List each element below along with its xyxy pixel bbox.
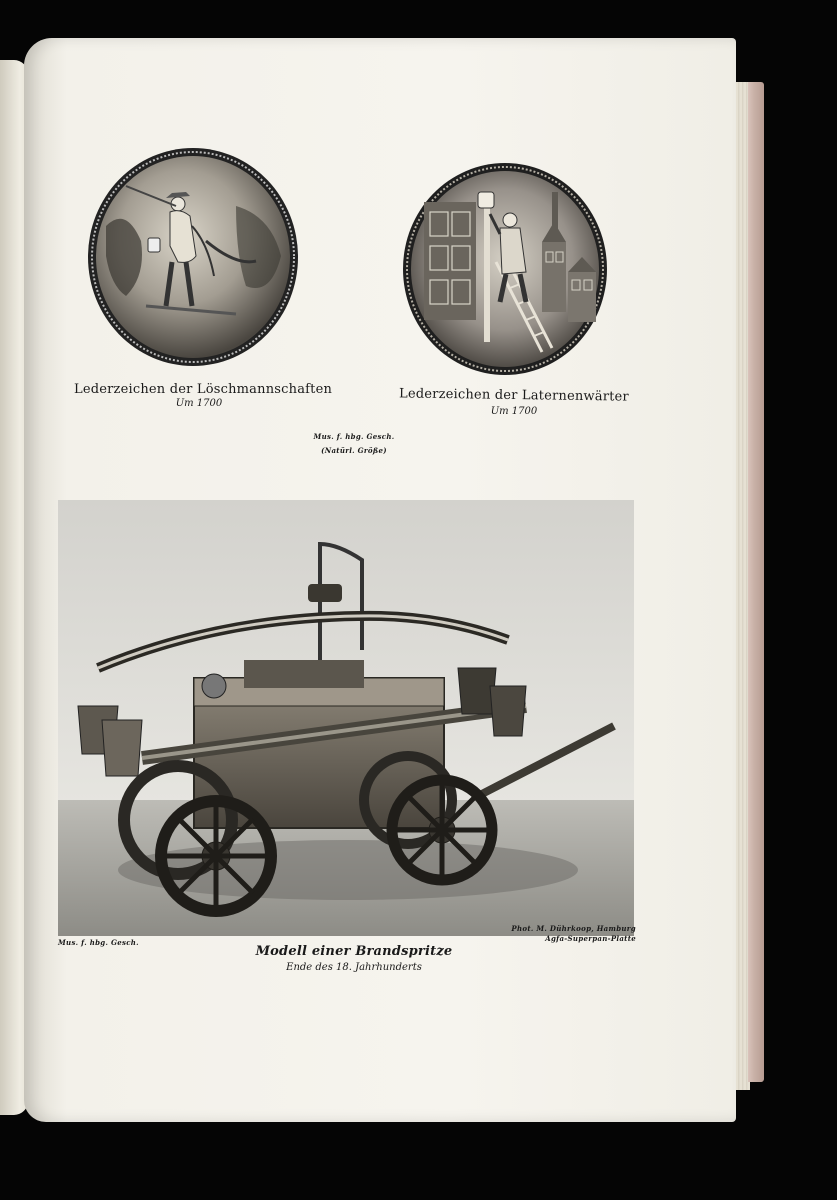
medal-right-subtitle: Um 1700 (490, 406, 538, 417)
medal-left-title: Lederzeichen der Löschmannschaften (74, 382, 333, 397)
medal-credit-museum: Mus. f. hbg. Gesch. (313, 432, 395, 441)
medal-firefighters-image (86, 146, 300, 368)
fire-engine-photo-image (58, 500, 634, 936)
medal-firefighters (86, 146, 300, 368)
medal-left-subtitle: Um 1700 (175, 398, 223, 409)
photo-subtitle: Ende des 18. Jahrhunderts (286, 962, 422, 973)
photo-credit-photographer: Phot. M. Dührkoop, Hamburg (511, 924, 636, 933)
medal-lamplighters (402, 162, 608, 376)
book-cover-edge (748, 82, 764, 1082)
medal-lamplighters-image (402, 162, 608, 376)
book-page (24, 38, 736, 1122)
photo-credit-plate: Agfa-Superpan-Platte (545, 934, 636, 943)
photo-credit-museum: Mus. f. hbg. Gesch. (58, 938, 139, 947)
medal-credit-size: (Natürl. Größe) (321, 446, 387, 455)
medal-right-title: Lederzeichen der Laternenwärter (398, 386, 630, 405)
fire-engine-photo (58, 500, 634, 936)
photo-title: Modell einer Brandspritze (255, 944, 453, 959)
